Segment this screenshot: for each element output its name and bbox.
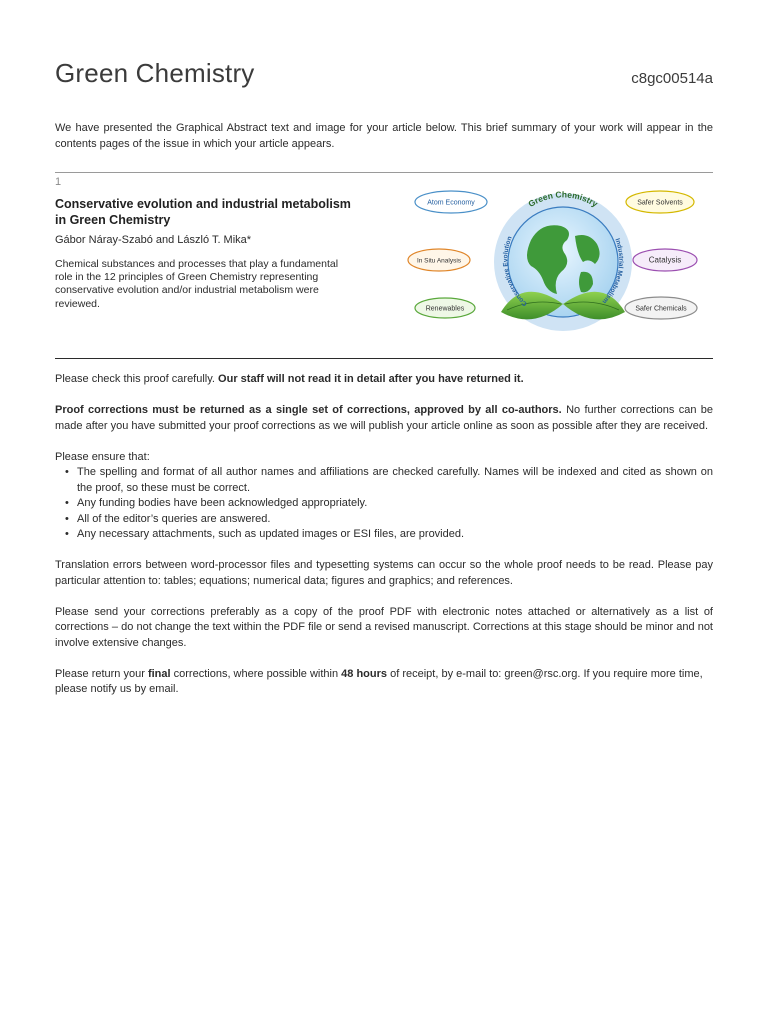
oval-label: Safer Chemicals (635, 305, 687, 313)
corrections-paragraph: Proof corrections must be returned as a single set of corrections, approved by all co-authors. No further corrections can be made after you have submitted your proof corrections as we will publish your article online as soon as possible after they are received. (55, 404, 713, 432)
return-paragraph: Please return your final corrections, where possible within 48 hours of receipt, by e-mail to: green@rsc.org. If you require more time, please notify us by email. (55, 667, 703, 695)
translation-paragraph: Translation errors between word-processor files and typesetting systems can occur so the whole proof needs to be read. Please pay particular attention to: tables; equations; numerical data; figures and graphics; and references. (55, 559, 713, 587)
article-summary: Chemical substances and processes that play a fundamental role in the 12 principles of Green Chemistry representing conservative evolution and/or industrial metabolism were reviewed. (55, 258, 339, 310)
oval-label: Atom Economy (427, 199, 475, 207)
oval-safer-chemicals (625, 297, 697, 319)
intro-text: We have presented the Graphical Abstract text and image for your article below. This brief summary of your work will appear in the contents pages of the issue in which your article appears. (55, 122, 713, 150)
oval-atom-economy (415, 191, 487, 213)
graphical-abstract-image (403, 180, 703, 340)
divider-bottom (55, 358, 713, 359)
oval-renewables (415, 298, 475, 318)
article-authors: Gábor Náray-Szabó and László T. Mika* (55, 234, 252, 246)
ensure-heading: Please ensure that: (55, 450, 150, 463)
list-item: • The spelling and format of all author names and affiliations are checked carefully. Names will be indexed and cited as shown on the proof, so these must be correct. (77, 465, 713, 496)
list-item: • Any necessary attachments, such as updated images or ESI files, are provided. (77, 527, 713, 543)
oval-label: Catalysis (648, 255, 682, 265)
journal-title: Green Chemistry (55, 58, 255, 88)
oval-catalysis (633, 249, 697, 271)
graphic-left-arc-label: Conservative Evolution (502, 235, 529, 308)
article-number: 1 (55, 176, 62, 188)
proof-instructions (55, 372, 713, 713)
oval-label: In Situ Analysis (416, 257, 462, 265)
list-item: • All of the editor’s queries are answered. (77, 512, 713, 528)
oval-in-situ-analysis (408, 249, 470, 271)
ensure-list (55, 465, 713, 543)
check-paragraph: Please check this proof carefully. Our staff will not read it in detail after you have returned it. (55, 373, 524, 385)
list-item: • Any funding bodies have been acknowledged appropriately. (77, 496, 713, 512)
oval-label: Renewables (425, 305, 465, 313)
oval-label: Safer Solvents (637, 199, 683, 207)
article-title: Conservative evolution and industrial metabolism in Green Chemistry (55, 197, 351, 227)
oval-safer-solvents (626, 191, 694, 213)
send-paragraph: Please send your corrections preferably as a copy of the proof PDF with electronic notes attached or alternatively as a list of corrections – do not change the text within the PDF file or send a revised manuscript. Corrections at this stage should be minor and not involve extensive changes. (55, 605, 713, 649)
graphic-center-title: Green Chemistry (526, 189, 600, 209)
manuscript-id: c8gc00514a (631, 70, 713, 87)
divider-top (55, 172, 713, 173)
graphic-right-arc-label: Industrial Metabolism (600, 237, 625, 305)
